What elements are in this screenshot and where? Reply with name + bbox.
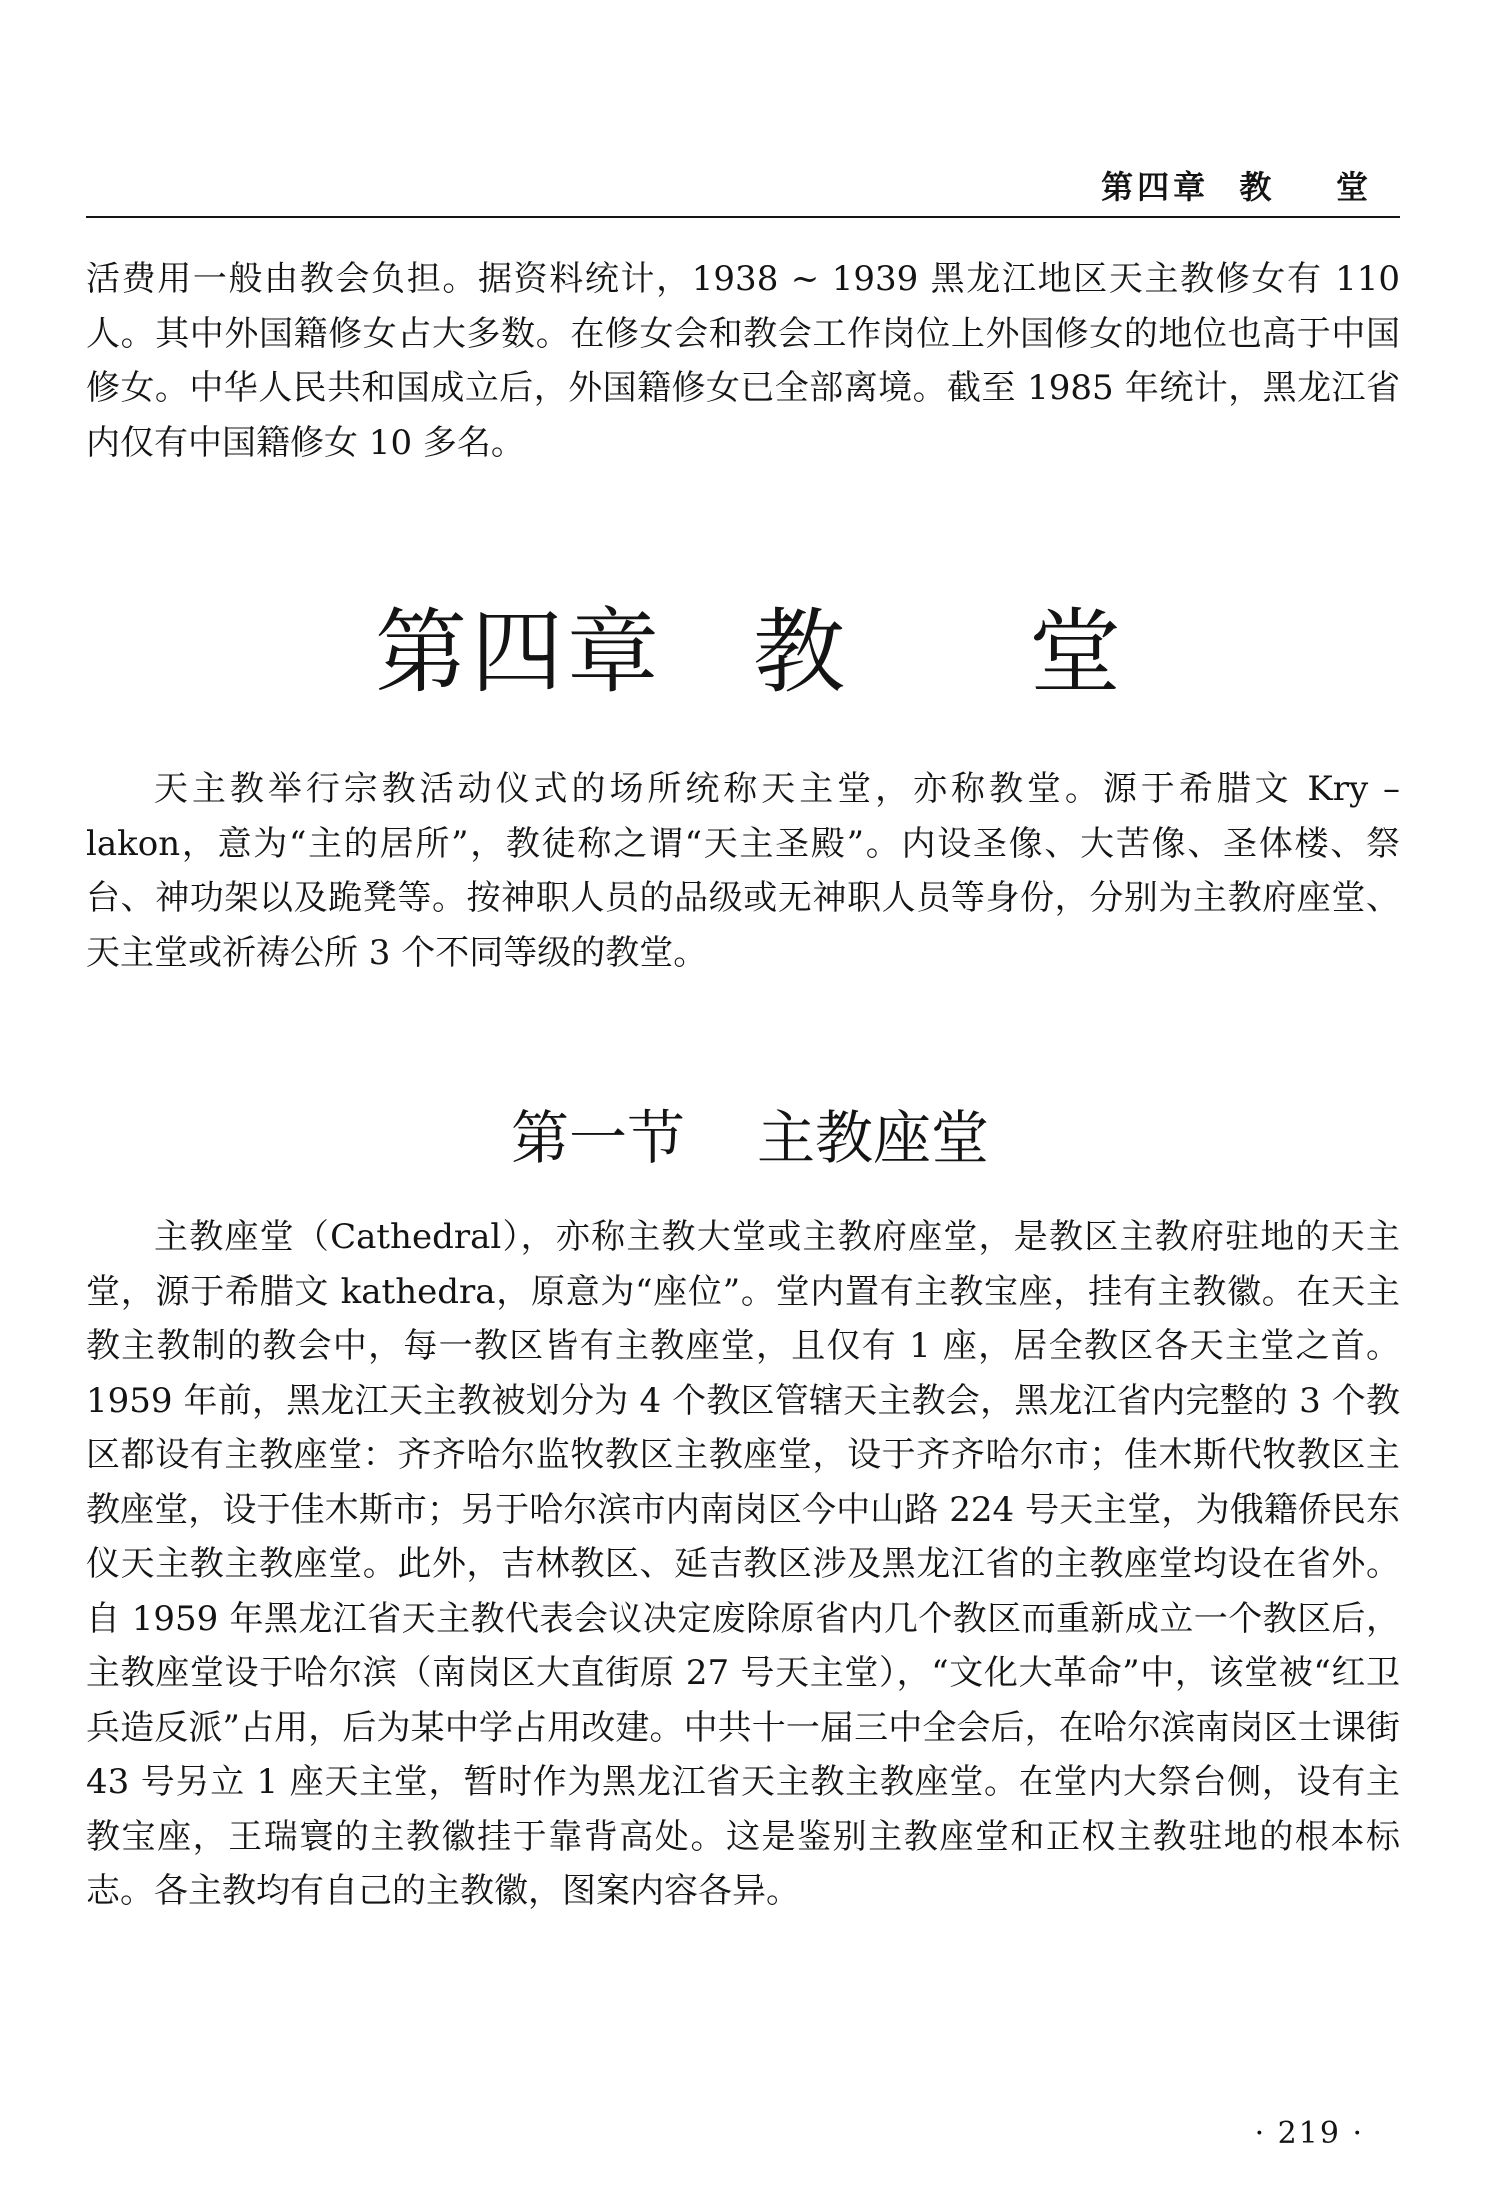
paragraph-section-body: 主教座堂（Cathedral），亦称主教大堂或主教府座堂，是教区主教府驻地的天主堂，源于希腊文 kathedra，原意为“座位”。堂内置有主教宝座，挂有主教徽。在天主教主教制的教会中，每一教区皆有主教座堂，且仅有 1 座，居全教区各天主堂之首。1959 年前，黑龙江天主教被划分为 4 个教区管辖天主教会，黑龙江省内完整的 3 个教区都设有主教座堂：齐齐哈尔监牧教区主教座堂，设于齐齐哈尔市；佳木斯代牧教区主教座堂，设于佳木斯市；另于哈尔滨市内南岗区今中山路 224 号天主堂，为俄籍侨民东仪天主教主教座堂。此外，吉林教区、延吉教区涉及黑龙江省的主教座堂均设在省外。自 1959 年黑龙江省天主教代表会议决定废除原省内几个教区而重新成立一个教区后，主教座堂设于哈尔滨（南岗区大直街原 27 号天主堂），“文化大革命”中，该堂被“红卫兵造反派”占用，后为某中学占用改建。中共十一届三中全会后，在哈尔滨南岗区士课街 43 号另立 1 座天主堂，暂时作为黑龙江省天主教主教座堂。在堂内大祭台侧，设有主教宝座，王瑞寰的主教徽挂于靠背高处。这是鉴别主教座堂和正权主教驻地的根本标志。各主教均有自己的主教徽，图案内容各异。 <box>86 1217 1400 1911</box>
chapter-title-char-1: 教 <box>752 599 849 706</box>
chapter-title <box>0 598 1500 708</box>
section-title <box>0 1098 1500 1178</box>
section-number: 第一节 <box>510 1104 685 1172</box>
paragraph-intro-continued: 活费用一般由教会负担。据资料统计，1938 ~ 1939 黑龙江地区天主教修女有 110 人。其中外国籍修女占大多数。在修女会和教会工作岗位上外国修女的地位也高于中国修女。中华人民共和国成立后，外国籍修女已全部离境。截至 1985 年统计，黑龙江省内仅有中国籍修女 10 多名。 <box>86 259 1400 463</box>
paragraph-chapter-intro: 天主教举行宗教活动仪式的场所统称天主堂，亦称教堂。源于希腊文 Kry – lakon，意为“主的居所”，教徒称之谓“天主圣殿”。内设圣像、大苦像、圣体楼、祭台、神功架以及跪凳等。按神职人员的品级或无神职人员等身份，分别为主教府座堂、天主堂或祈祷公所 3 个不同等级的教堂。 <box>86 769 1400 973</box>
running-header: 第四章 教 堂 <box>1101 168 1372 206</box>
page-number: · 219 · <box>1254 2116 1364 2151</box>
header-rule <box>86 216 1400 218</box>
chapter-number: 第四章 <box>374 599 663 706</box>
chapter-title-char-2: 堂 <box>1029 599 1126 706</box>
section-name: 主教座堂 <box>757 1104 990 1172</box>
